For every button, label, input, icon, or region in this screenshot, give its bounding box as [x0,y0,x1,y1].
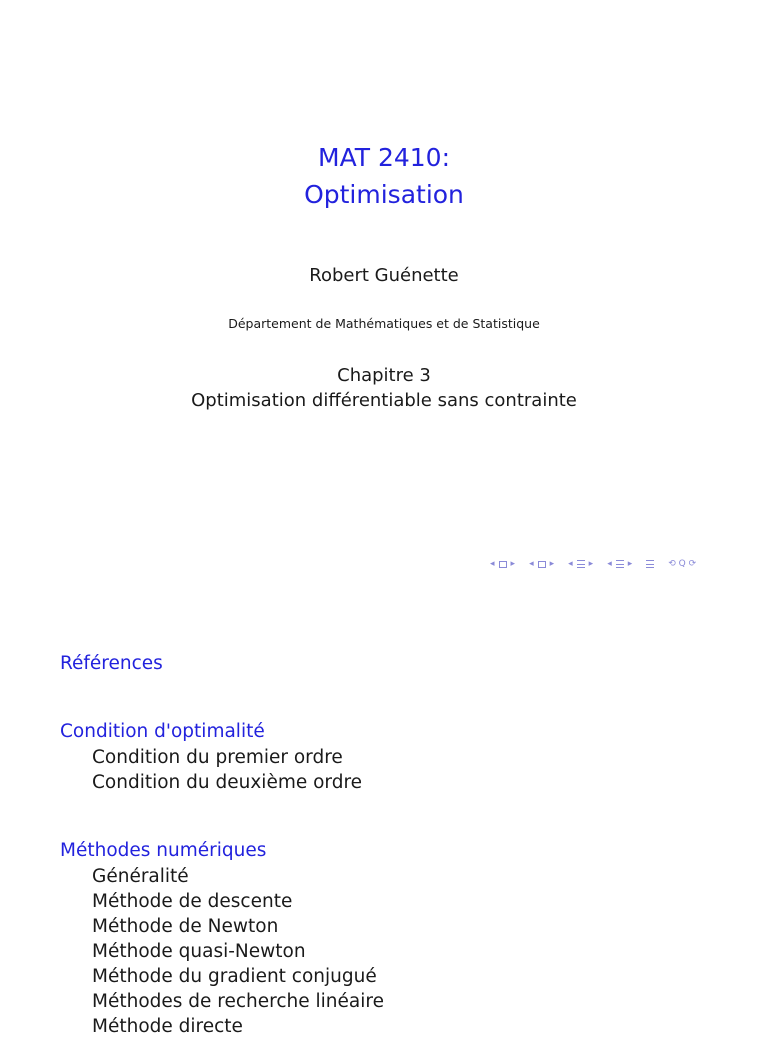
subsection-nav[interactable] [527,559,556,569]
author-name: Robert Guénette [309,265,459,286]
outline-section-numerical-methods[interactable]: Méthodes numériques [60,840,267,861]
chapter-number: Chapitre 3 [337,365,431,386]
beamer-navigation-bar [488,556,708,572]
outline-icon[interactable] [646,560,654,568]
outline-subsection-descent[interactable]: Méthode de descente [92,891,293,912]
outline-subsection-newton[interactable]: Méthode de Newton [92,916,279,937]
outline-section-optimality[interactable]: Condition d'optimalité [60,721,265,742]
course-title-line2: Optimisation [304,180,464,209]
outline-subsection-second-order[interactable]: Condition du deuxième ordre [92,772,363,793]
nav-right-arrow-icon[interactable]: ▸ [588,559,594,569]
outline-section-references[interactable]: Références [60,653,163,674]
frame-icon[interactable] [499,561,507,568]
search-back-forward-icon[interactable]: ⟲ Q ⟳ [668,559,697,569]
search-nav[interactable] [666,559,698,569]
nav-right-arrow-icon[interactable]: ▸ [549,559,555,569]
outline-nav[interactable] [644,560,656,568]
outline-subsection-quasi-newton[interactable]: Méthode quasi-Newton [92,941,306,962]
nav-left-arrow-icon[interactable]: ◂ [490,559,495,569]
outline-subsection-line-search[interactable]: Méthodes de recherche linéaire [92,991,384,1012]
nav-left-arrow-icon[interactable]: ◂ [529,559,534,569]
outline-subsection-direct-method[interactable]: Méthode directe [92,1016,243,1037]
outline-subsection-conjugate-gradient[interactable]: Méthode du gradient conjugué [92,966,377,987]
outline-slide [0,600,768,1037]
nav-right-arrow-icon[interactable]: ▸ [510,559,516,569]
section-nav[interactable] [566,559,595,569]
course-title-line1: MAT 2410: [318,143,450,172]
outline-subsection-generality[interactable]: Généralité [92,866,189,887]
nav-left-arrow-icon[interactable]: ◂ [568,559,573,569]
nav-left-arrow-icon[interactable]: ◂ [607,559,612,569]
institute-name: Département de Mathématiques et de Statistique [228,316,540,331]
chapter-title: Optimisation différentiable sans contrainte [191,390,577,411]
subsubsection-nav[interactable] [605,559,634,569]
frame-nav[interactable] [488,559,517,569]
subsubsection-icon[interactable] [616,560,624,568]
section-icon[interactable] [577,560,585,568]
subsection-icon[interactable] [538,561,546,568]
nav-right-arrow-icon[interactable]: ▸ [627,559,633,569]
outline-subsection-first-order[interactable]: Condition du premier ordre [92,747,343,768]
